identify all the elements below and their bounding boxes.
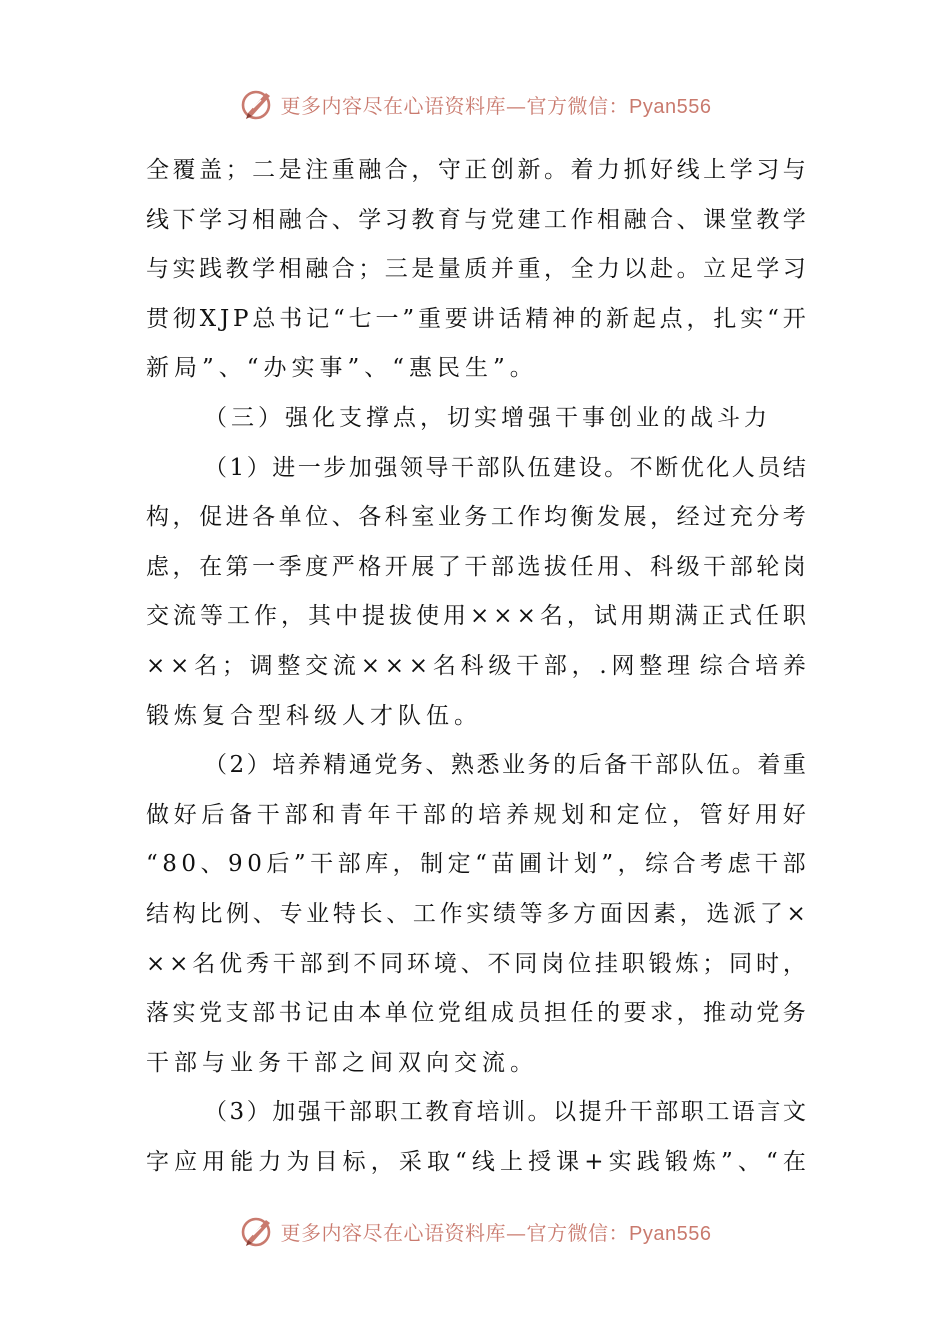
text-line: （ 2 ） 培 养 精 通 党 务 、 熟 悉 业 务 的 后 备 干 部 队 伍 。 着 重 — [204, 752, 806, 779]
watermark-text: 更多内容尽在心语资料库—官方微信：Pyan556 — [280, 1220, 712, 1245]
text-line: 交 流 等 工 作 ， 其 中 提 拔 使 用 × × × 名 ， 试 用 期 满 正 式 任 职 — [146, 603, 806, 630]
text-line: 做 好 后 备 干 部 和 青 年 干 部 的 培 养 规 划 和 定 位 ， 管 好 用 好 — [146, 801, 806, 828]
footer-watermark — [0, 1211, 950, 1251]
text-line: 贯 彻 X J P 总 书 记 “ 七 一 ” 重 要 讲 话 精 神 的 新 起 点 ， 扎 实 “ 开 — [146, 305, 806, 332]
text-line: 字 应 用 能 力 为 目 标 ， 采 取 “ 线 上 授 课 + 实 践 锻 炼 ” 、 “ 在 — [146, 1148, 806, 1175]
text-line: 与 实 践 教 学 相 融 合 ； 三 是 量 质 并 重 ， 全 力 以 赴 。 立 足 学 习 — [146, 256, 806, 283]
text-line: 虑 ， 在 第 一 季 度 严 格 开 展 了 干 部 选 拔 任 用 、 科 级 干 部 轮 岗 — [146, 553, 806, 580]
text-line: 全 覆 盖 ； 二 是 注 重 融 合 ， 守 正 创 新 。 着 力 抓 好 线 上 学 习 与 — [146, 157, 806, 183]
text-line: （ 1 ） 进 一 步 加 强 领 导 干 部 队 伍 建 设 。 不 断 优 化 人 员 结 — [204, 454, 806, 481]
pen-logo-icon — [239, 86, 277, 122]
text-line: 新局”、“办实事”、“惠民生”。 — [146, 355, 538, 382]
watermark-text: 更多内容尽在心语资料库—官方微信：Pyan556 — [280, 93, 712, 118]
text-line: “ 8 0 、 9 0 后 ” 干 部 库 ， 制 定 “ 苗 圃 计 划 ” ， 综 合 考 虑 干 部 — [146, 851, 806, 878]
text-line: 构 ， 促 进 各 单 位 、 各 科 室 业 务 工 作 均 衡 发 展 ， 经 过 充 分 考 — [146, 504, 806, 531]
document-body — [146, 146, 806, 1187]
text-line: × × 名 优 秀 干 部 到 不 同 环 境 、 不 同 岗 位 挂 职 锻 炼 ； 同 时 ， — [146, 950, 806, 977]
text-line: 结 构 比 例 、 专 业 特 长 、 工 作 实 绩 等 多 方 面 因 素 ， 选 派 了 × — [146, 900, 806, 927]
text-line: （ 3 ） 加 强 干 部 职 工 教 育 培 训 。 以 提 升 干 部 职 工 语 言 文 — [204, 1099, 806, 1126]
text-line: （三）强化支撑点，切实增强干事创业的战斗力 — [204, 404, 771, 431]
text-line: 落 实 党 支 部 书 记 由 本 单 位 党 组 成 员 担 任 的 要 求 ， 推 动 党 务 — [146, 1000, 806, 1027]
text-line: 干部与业务干部之间双向交流。 — [146, 1049, 538, 1076]
header-watermark — [0, 84, 950, 124]
text-line: 线 下 学 习 相 融 合 、 学 习 教 育 与 党 建 工 作 相 融 合 、 课 堂 教 学 — [146, 206, 806, 233]
text-line: × × 名 ； 调 整 交 流 × × × 名 科 级 干 部 ， . 网 整 理 综 合 培 养 — [146, 652, 806, 679]
text-line: 锻炼复合型科级人才队伍。 — [146, 702, 482, 729]
pen-logo-icon — [239, 1213, 277, 1249]
